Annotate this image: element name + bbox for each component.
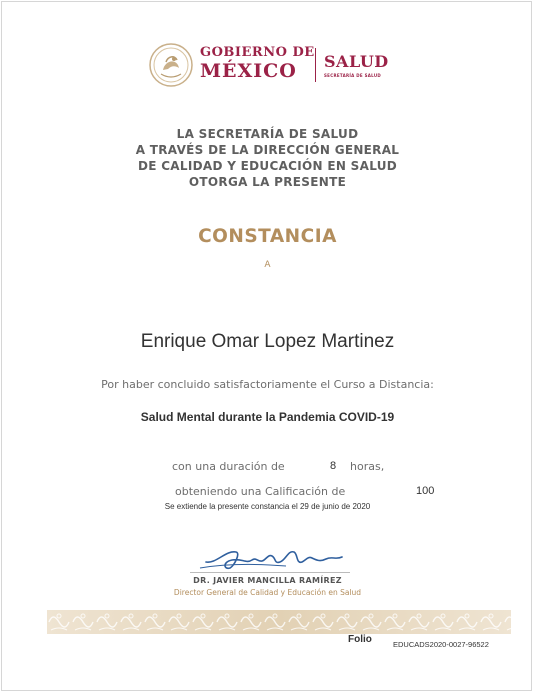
course-name: Salud Mental durante la Pandemia COVID-19 [140, 410, 395, 424]
grade-value: 100 [416, 485, 435, 497]
completion-reason: Por haber concluido satisfactoriamente el Curso a Distancia: [101, 378, 434, 391]
decorative-pattern-band [47, 610, 511, 634]
gobierno-line: GOBIERNO DE [200, 45, 315, 60]
duration-unit: horas, [350, 460, 385, 473]
certificate-title: CONSTANCIA [198, 226, 337, 247]
recipient-name: Enrique Omar Lopez Martinez [140, 331, 395, 352]
to-label: A [264, 260, 271, 270]
signature-line [190, 572, 350, 573]
header-logos [148, 42, 408, 88]
mexico-seal-icon [148, 42, 194, 88]
salud-subtitle: SECRETARÍA DE SALUD [324, 73, 382, 78]
duration-label: con una duración de [172, 460, 285, 473]
intro-line: DE CALIDAD Y EDUCACIÓN EN SALUD [137, 159, 398, 173]
signatory-name: DR. JAVIER MANCILLA RAMÍREZ [193, 576, 342, 585]
header-divider [315, 48, 316, 82]
intro-text [0, 126, 535, 190]
duration-value: 8 [330, 460, 337, 472]
mexico-line: MÉXICO [200, 60, 297, 82]
gobierno-mexico-logo [200, 46, 315, 81]
issue-date-text: Se extiende la presente constancia el 29 de junio de 2020 [164, 502, 371, 511]
intro-line: LA SECRETARÍA DE SALUD [176, 127, 359, 141]
salud-logo: SALUD [324, 52, 389, 71]
folio-label: Folio [348, 634, 372, 645]
intro-line: OTORGA LA PRESENTE [188, 175, 347, 189]
grade-label: obteniendo una Calificación de [175, 485, 346, 498]
signatory-role: Director General de Calidad y Educación en Salud [173, 588, 362, 597]
intro-line: A TRAVÉS DE LA DIRECCIÓN GENERAL [135, 143, 400, 157]
folio-number: EDUCADS2020-0027-96522 [393, 640, 489, 649]
signature-icon [196, 540, 356, 574]
